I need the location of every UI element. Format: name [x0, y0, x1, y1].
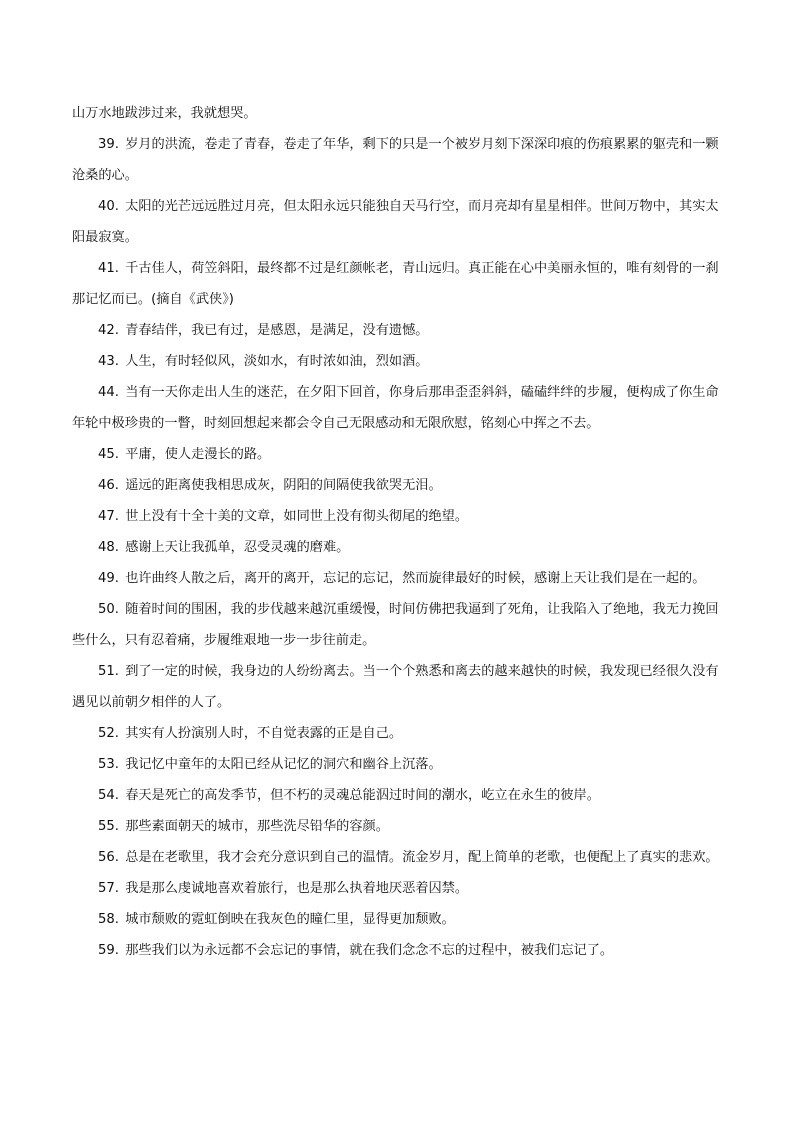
list-item — [72, 129, 724, 191]
list-item — [72, 842, 724, 873]
item-number: 46. — [98, 478, 119, 493]
list-item — [72, 594, 724, 656]
list-item — [72, 718, 724, 749]
item-number: 44. — [98, 385, 119, 400]
list-item — [72, 904, 724, 935]
item-number: 52. — [98, 726, 119, 741]
item-text: 也许曲终人散之后，离开的离开，忘记的忘记，然而旋律最好的时候，感谢上天让我们是在一起的。 — [125, 571, 706, 586]
item-number: 49. — [98, 571, 119, 586]
item-number: 50. — [98, 602, 119, 617]
item-text: 到了一定的时候，我身边的人纷纷离去。当一个个熟悉和离去的越来越快的时候，我发现已经很久没有遇见以前朝夕相伴的人了。 — [72, 664, 719, 710]
list-item — [72, 470, 724, 501]
item-number: 39. — [98, 137, 119, 152]
item-number: 42. — [98, 323, 119, 338]
item-text: 总是在老歌里，我才会充分意识到自己的温情。流金岁月，配上简单的老歌，也便配上了真实的悲欢。 — [125, 850, 719, 865]
list-item — [72, 532, 724, 563]
item-text: 那些我们以为永远都不会忘记的事情，就在我们念念不忘的过程中，被我们忘记了。 — [125, 943, 614, 958]
item-text: 其实有人扮演别人时，不自觉表露的正是自己。 — [125, 726, 403, 741]
item-number: 45. — [98, 447, 119, 462]
item-text: 城市颓败的霓虹倒映在我灰色的瞳仁里，显得更加颓败。 — [125, 912, 455, 927]
list-item — [72, 873, 724, 904]
item-number: 55. — [98, 819, 119, 834]
item-number: 48. — [98, 540, 119, 555]
list-item — [72, 377, 724, 439]
item-text: 世上没有十全十美的文章，如同世上没有彻头彻尾的绝望。 — [125, 509, 469, 524]
list-item — [72, 935, 724, 966]
list-item — [72, 346, 724, 377]
quote-list — [72, 129, 724, 966]
item-text: 岁月的洪流，卷走了青春，卷走了年华，剩下的只是一个被岁月刻下深深印痕的伤痕累累的躯壳和一颗沧桑的心。 — [72, 137, 719, 183]
list-item — [72, 656, 724, 718]
list-item — [72, 191, 724, 253]
item-number: 43. — [98, 354, 119, 369]
list-item — [72, 563, 724, 594]
item-text: 平庸，使人走漫长的路。 — [125, 447, 271, 462]
item-text: 人生，有时轻似风，淡如水，有时浓如油，烈如酒。 — [125, 354, 429, 369]
item-text: 太阳的光芒远远胜过月亮，但太阳永远只能独自天马行空，而月亮却有星星相伴。世间万物中，其实太阳最寂寞。 — [72, 199, 719, 245]
item-number: 51. — [98, 664, 119, 679]
item-text: 千古佳人，荷笠斜阳，最终都不过是红颜帐老，青山远归。真正能在心中美丽永恒的，唯有刻骨的一刹那记忆而已。(摘自《武侠》) — [72, 261, 719, 307]
list-item — [72, 780, 724, 811]
list-item — [72, 315, 724, 346]
item-text: 我记忆中童年的太阳已经从记忆的洞穴和幽谷上沉落。 — [125, 757, 442, 772]
item-number: 47. — [98, 509, 119, 524]
item-text: 那些素面朝天的城市，那些洗尽铅华的容颜。 — [125, 819, 389, 834]
list-item — [72, 501, 724, 532]
item-number: 54. — [98, 788, 119, 803]
item-number: 58. — [98, 912, 119, 927]
item-number: 56. — [98, 850, 119, 865]
item-text: 随着时间的围困，我的步伐越来越沉重缓慢，时间仿佛把我逼到了死角，让我陷入了绝地，我无力挽回些什么，只有忍着痛，步履维艰地一步一步往前走。 — [72, 602, 719, 648]
item-number: 40. — [98, 199, 119, 214]
item-text: 春天是死亡的高发季节，但不朽的灵魂总能泅过时间的潮水，屹立在永生的彼岸。 — [125, 788, 600, 803]
item-text: 感谢上天让我孤单，忍受灵魂的磨难。 — [125, 540, 350, 555]
item-text: 当有一天你走出人生的迷茫，在夕阳下回首，你身后那串歪歪斜斜，磕磕绊绊的步履，便构成了你生命年轮中极珍贵的一瞥，时刻回想起来都会令自己无限感动和无限欣慰，铭刻心中挥之不去。 — [72, 385, 719, 431]
list-item — [72, 811, 724, 842]
item-text: 青春结伴，我已有过，是感恩，是满足，没有遗憾。 — [125, 323, 429, 338]
item-text: 我是那么虔诚地喜欢着旅行，也是那么执着地厌恶着囚禁。 — [125, 881, 469, 896]
list-item — [72, 439, 724, 470]
item-number: 57. — [98, 881, 119, 896]
list-item — [72, 749, 724, 780]
item-number: 53. — [98, 757, 119, 772]
lead-fragment: 山万水地跋涉过来，我就想哭。 — [72, 106, 257, 121]
item-text: 遥远的距离使我相思成灰，阴阳的间隔使我欲哭无泪。 — [125, 478, 442, 493]
item-number: 59. — [98, 943, 119, 958]
item-number: 41. — [98, 261, 119, 276]
document-page — [72, 98, 724, 966]
list-item — [72, 253, 724, 315]
